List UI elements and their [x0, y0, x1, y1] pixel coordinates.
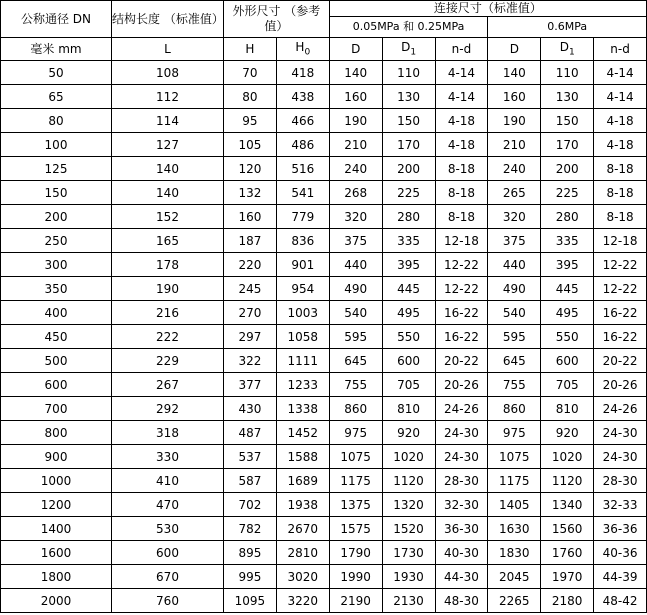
- cell-d1-low: 920: [382, 421, 435, 445]
- cell-d-low: 2190: [329, 589, 382, 613]
- cell-dn: 200: [1, 205, 112, 229]
- cell-d1-low: 335: [382, 229, 435, 253]
- cell-dn: 800: [1, 421, 112, 445]
- cell-dn: 65: [1, 85, 112, 109]
- cell-d1-high: 1760: [541, 541, 594, 565]
- table-row: [1, 421, 647, 445]
- cell-nd-high: 4-14: [594, 61, 647, 85]
- cell-nd-low: 16-22: [435, 301, 488, 325]
- table-row: [1, 109, 647, 133]
- cell-d-low: 755: [329, 373, 382, 397]
- table-row: [1, 61, 647, 85]
- cell-nd-high: 36-36: [594, 517, 647, 541]
- table-row: [1, 253, 647, 277]
- cell-d1-low: 130: [382, 85, 435, 109]
- cell-d1-low: 705: [382, 373, 435, 397]
- cell-d-high: 375: [488, 229, 541, 253]
- cell-d-high: 265: [488, 181, 541, 205]
- cell-dn: 1800: [1, 565, 112, 589]
- table-row: [1, 397, 647, 421]
- cell-d-high: 755: [488, 373, 541, 397]
- cell-d-low: 160: [329, 85, 382, 109]
- cell-l: 318: [112, 421, 224, 445]
- cell-d1-low: 445: [382, 277, 435, 301]
- cell-d-low: 1375: [329, 493, 382, 517]
- cell-l: 190: [112, 277, 224, 301]
- cell-h: 702: [224, 493, 277, 517]
- cell-d-low: 490: [329, 277, 382, 301]
- cell-h0: 1003: [276, 301, 329, 325]
- cell-d1-high: 2180: [541, 589, 594, 613]
- cell-d-high: 1405: [488, 493, 541, 517]
- cell-nd-high: 44-39: [594, 565, 647, 589]
- cell-dn: 50: [1, 61, 112, 85]
- cell-d-high: 1630: [488, 517, 541, 541]
- table-row: [1, 469, 647, 493]
- table-row: [1, 349, 647, 373]
- cell-d1-high: 150: [541, 109, 594, 133]
- cell-nd-low: 20-22: [435, 349, 488, 373]
- header-structure-length: 结构长度 （标准值）: [112, 1, 224, 38]
- cell-dn: 700: [1, 397, 112, 421]
- cell-h0: 2810: [276, 541, 329, 565]
- cell-l: 165: [112, 229, 224, 253]
- cell-d1-high: 225: [541, 181, 594, 205]
- cell-d1-high: 1970: [541, 565, 594, 589]
- header-unit-d1-high-sub: 1: [568, 47, 575, 58]
- cell-nd-high: 12-18: [594, 229, 647, 253]
- cell-h0: 954: [276, 277, 329, 301]
- header-unit-d1-low: [382, 38, 435, 61]
- cell-dn: 400: [1, 301, 112, 325]
- cell-h0: 1233: [276, 373, 329, 397]
- cell-h0: 438: [276, 85, 329, 109]
- cell-nd-low: 40-30: [435, 541, 488, 565]
- cell-d-high: 240: [488, 157, 541, 181]
- cell-dn: 600: [1, 373, 112, 397]
- cell-d-low: 440: [329, 253, 382, 277]
- cell-d-low: 1790: [329, 541, 382, 565]
- header-row-groups: [1, 1, 647, 17]
- cell-l: 292: [112, 397, 224, 421]
- cell-l: 267: [112, 373, 224, 397]
- cell-nd-high: 40-36: [594, 541, 647, 565]
- table-row: [1, 541, 647, 565]
- cell-nd-low: 24-26: [435, 397, 488, 421]
- cell-d1-high: 445: [541, 277, 594, 301]
- table-row: [1, 85, 647, 109]
- cell-h0: 1111: [276, 349, 329, 373]
- cell-d-high: 2265: [488, 589, 541, 613]
- cell-d1-low: 495: [382, 301, 435, 325]
- cell-h0: 541: [276, 181, 329, 205]
- cell-nd-high: 16-22: [594, 301, 647, 325]
- cell-d1-low: 1520: [382, 517, 435, 541]
- cell-h0: 836: [276, 229, 329, 253]
- cell-dn: 1600: [1, 541, 112, 565]
- cell-h0: 3020: [276, 565, 329, 589]
- cell-h: 297: [224, 325, 277, 349]
- cell-d-high: 210: [488, 133, 541, 157]
- header-unit-h0-sub: 0: [304, 47, 311, 58]
- cell-d1-low: 170: [382, 133, 435, 157]
- table-header: [1, 1, 647, 61]
- cell-dn: 900: [1, 445, 112, 469]
- cell-d1-low: 225: [382, 181, 435, 205]
- header-unit-d-high: D: [488, 38, 541, 61]
- header-unit-mm: 毫米 mm: [1, 38, 112, 61]
- cell-nd-low: 32-30: [435, 493, 488, 517]
- cell-nd-low: 8-18: [435, 205, 488, 229]
- cell-nd-low: 8-18: [435, 157, 488, 181]
- cell-h0: 1938: [276, 493, 329, 517]
- cell-d1-high: 600: [541, 349, 594, 373]
- cell-nd-low: 24-30: [435, 445, 488, 469]
- cell-dn: 300: [1, 253, 112, 277]
- cell-d-high: 160: [488, 85, 541, 109]
- cell-d1-high: 705: [541, 373, 594, 397]
- cell-h0: 1338: [276, 397, 329, 421]
- cell-d1-high: 1120: [541, 469, 594, 493]
- cell-dn: 100: [1, 133, 112, 157]
- cell-d1-low: 395: [382, 253, 435, 277]
- cell-h: 782: [224, 517, 277, 541]
- cell-d1-high: 1560: [541, 517, 594, 541]
- cell-l: 152: [112, 205, 224, 229]
- header-unit-nd-low: n-d: [435, 38, 488, 61]
- cell-l: 140: [112, 181, 224, 205]
- cell-d-high: 140: [488, 61, 541, 85]
- cell-h: 377: [224, 373, 277, 397]
- cell-h0: 466: [276, 109, 329, 133]
- cell-d1-low: 550: [382, 325, 435, 349]
- cell-dn: 1000: [1, 469, 112, 493]
- cell-d1-high: 130: [541, 85, 594, 109]
- cell-d-low: 240: [329, 157, 382, 181]
- cell-d-low: 268: [329, 181, 382, 205]
- cell-dn: 1200: [1, 493, 112, 517]
- cell-d1-low: 150: [382, 109, 435, 133]
- cell-nd-low: 48-30: [435, 589, 488, 613]
- cell-d-high: 860: [488, 397, 541, 421]
- cell-nd-low: 44-30: [435, 565, 488, 589]
- header-unit-h: H: [224, 38, 277, 61]
- cell-nd-high: 28-30: [594, 469, 647, 493]
- cell-h: 895: [224, 541, 277, 565]
- cell-nd-high: 12-22: [594, 253, 647, 277]
- cell-h0: 486: [276, 133, 329, 157]
- cell-h: 587: [224, 469, 277, 493]
- cell-d-high: 490: [488, 277, 541, 301]
- table-row: [1, 373, 647, 397]
- cell-nd-high: 32-33: [594, 493, 647, 517]
- cell-d1-low: 2130: [382, 589, 435, 613]
- cell-nd-high: 24-26: [594, 397, 647, 421]
- cell-nd-high: 20-22: [594, 349, 647, 373]
- cell-nd-high: 8-18: [594, 181, 647, 205]
- cell-nd-high: 12-22: [594, 277, 647, 301]
- cell-d-high: 2045: [488, 565, 541, 589]
- cell-l: 108: [112, 61, 224, 85]
- cell-d1-low: 200: [382, 157, 435, 181]
- cell-h: 270: [224, 301, 277, 325]
- cell-nd-low: 16-22: [435, 325, 488, 349]
- cell-nd-low: 36-30: [435, 517, 488, 541]
- cell-d-high: 645: [488, 349, 541, 373]
- cell-nd-low: 24-30: [435, 421, 488, 445]
- table-row: [1, 229, 647, 253]
- header-unit-d1-high: [541, 38, 594, 61]
- cell-h: 187: [224, 229, 277, 253]
- cell-h: 132: [224, 181, 277, 205]
- cell-nd-low: 20-26: [435, 373, 488, 397]
- table-row: [1, 133, 647, 157]
- table-body: [1, 61, 647, 613]
- cell-h0: 1452: [276, 421, 329, 445]
- cell-h0: 1689: [276, 469, 329, 493]
- cell-d1-low: 1320: [382, 493, 435, 517]
- cell-h0: 901: [276, 253, 329, 277]
- cell-l: 178: [112, 253, 224, 277]
- cell-d1-high: 395: [541, 253, 594, 277]
- cell-dn: 500: [1, 349, 112, 373]
- cell-d-high: 975: [488, 421, 541, 445]
- cell-d-high: 540: [488, 301, 541, 325]
- cell-nd-low: 4-18: [435, 133, 488, 157]
- cell-d1-high: 1020: [541, 445, 594, 469]
- header-pressure-band-low: 0.05MPa 和 0.25MPa: [329, 17, 488, 38]
- cell-l: 222: [112, 325, 224, 349]
- cell-d-low: 975: [329, 421, 382, 445]
- cell-d1-high: 1340: [541, 493, 594, 517]
- cell-d-low: 1575: [329, 517, 382, 541]
- cell-dn: 2000: [1, 589, 112, 613]
- cell-nd-high: 8-18: [594, 205, 647, 229]
- header-connection-size: 连接尺寸（标准值）: [329, 1, 646, 17]
- cell-dn: 450: [1, 325, 112, 349]
- cell-d1-low: 1930: [382, 565, 435, 589]
- cell-h: 322: [224, 349, 277, 373]
- header-unit-d-low: D: [329, 38, 382, 61]
- cell-d1-high: 170: [541, 133, 594, 157]
- cell-dn: 80: [1, 109, 112, 133]
- cell-d1-high: 335: [541, 229, 594, 253]
- cell-l: 330: [112, 445, 224, 469]
- cell-h0: 1588: [276, 445, 329, 469]
- table-row: [1, 565, 647, 589]
- cell-d1-low: 280: [382, 205, 435, 229]
- table-row: [1, 493, 647, 517]
- cell-dn: 250: [1, 229, 112, 253]
- cell-d-high: 320: [488, 205, 541, 229]
- table-row: [1, 301, 647, 325]
- cell-h0: 779: [276, 205, 329, 229]
- cell-nd-high: 4-18: [594, 109, 647, 133]
- cell-d-high: 595: [488, 325, 541, 349]
- cell-d1-high: 200: [541, 157, 594, 181]
- cell-dn: 350: [1, 277, 112, 301]
- cell-h0: 1058: [276, 325, 329, 349]
- cell-d-high: 1075: [488, 445, 541, 469]
- cell-d1-high: 550: [541, 325, 594, 349]
- cell-d-high: 1175: [488, 469, 541, 493]
- cell-d1-low: 110: [382, 61, 435, 85]
- cell-d1-low: 810: [382, 397, 435, 421]
- cell-h0: 516: [276, 157, 329, 181]
- cell-l: 600: [112, 541, 224, 565]
- cell-l: 216: [112, 301, 224, 325]
- cell-d-low: 860: [329, 397, 382, 421]
- header-pressure-band-high: 0.6MPa: [488, 17, 647, 38]
- cell-nd-high: 8-18: [594, 157, 647, 181]
- cell-d-low: 1175: [329, 469, 382, 493]
- cell-nd-low: 12-22: [435, 277, 488, 301]
- cell-d1-high: 110: [541, 61, 594, 85]
- table-row: [1, 205, 647, 229]
- cell-d-low: 140: [329, 61, 382, 85]
- cell-nd-low: 12-18: [435, 229, 488, 253]
- cell-d-high: 1830: [488, 541, 541, 565]
- table-row: [1, 325, 647, 349]
- cell-l: 760: [112, 589, 224, 613]
- cell-d1-low: 600: [382, 349, 435, 373]
- header-unit-d1-low-main: D: [401, 39, 411, 54]
- cell-h: 70: [224, 61, 277, 85]
- cell-d-high: 190: [488, 109, 541, 133]
- cell-d-low: 375: [329, 229, 382, 253]
- cell-nd-low: 4-14: [435, 85, 488, 109]
- cell-h0: 2670: [276, 517, 329, 541]
- cell-h: 95: [224, 109, 277, 133]
- cell-d1-low: 1730: [382, 541, 435, 565]
- table-row: [1, 589, 647, 613]
- cell-d1-low: 1020: [382, 445, 435, 469]
- cell-nd-high: 16-22: [594, 325, 647, 349]
- cell-d-low: 645: [329, 349, 382, 373]
- cell-d-low: 1075: [329, 445, 382, 469]
- cell-h: 120: [224, 157, 277, 181]
- cell-dn: 125: [1, 157, 112, 181]
- cell-d-low: 1990: [329, 565, 382, 589]
- cell-nd-high: 24-30: [594, 421, 647, 445]
- cell-h: 537: [224, 445, 277, 469]
- cell-l: 530: [112, 517, 224, 541]
- cell-d-low: 210: [329, 133, 382, 157]
- cell-nd-high: 48-42: [594, 589, 647, 613]
- header-nominal-diameter: 公称通径 DN: [1, 1, 112, 38]
- cell-h: 245: [224, 277, 277, 301]
- cell-l: 114: [112, 109, 224, 133]
- cell-dn: 150: [1, 181, 112, 205]
- header-row-units: [1, 38, 647, 61]
- cell-d-low: 595: [329, 325, 382, 349]
- cell-h: 105: [224, 133, 277, 157]
- cell-l: 140: [112, 157, 224, 181]
- header-unit-d1-low-sub: 1: [410, 47, 417, 58]
- table-row: [1, 157, 647, 181]
- cell-h0: 418: [276, 61, 329, 85]
- cell-nd-low: 12-22: [435, 253, 488, 277]
- cell-nd-low: 8-18: [435, 181, 488, 205]
- table-row: [1, 181, 647, 205]
- cell-d1-high: 495: [541, 301, 594, 325]
- cell-nd-high: 20-26: [594, 373, 647, 397]
- cell-d-low: 190: [329, 109, 382, 133]
- cell-l: 229: [112, 349, 224, 373]
- cell-l: 112: [112, 85, 224, 109]
- cell-d1-high: 810: [541, 397, 594, 421]
- table-row: [1, 517, 647, 541]
- cell-h: 487: [224, 421, 277, 445]
- header-unit-nd-high: n-d: [594, 38, 647, 61]
- table-row: [1, 445, 647, 469]
- header-outline-size: 外形尺寸 （参考值）: [224, 1, 330, 38]
- cell-nd-low: 4-18: [435, 109, 488, 133]
- cell-h: 995: [224, 565, 277, 589]
- cell-dn: 1400: [1, 517, 112, 541]
- header-unit-d1-high-main: D: [559, 39, 569, 54]
- cell-d1-high: 280: [541, 205, 594, 229]
- cell-h: 220: [224, 253, 277, 277]
- header-unit-l: L: [112, 38, 224, 61]
- cell-d-high: 440: [488, 253, 541, 277]
- cell-h: 1095: [224, 589, 277, 613]
- cell-h: 430: [224, 397, 277, 421]
- cell-h0: 3220: [276, 589, 329, 613]
- cell-nd-high: 4-18: [594, 133, 647, 157]
- cell-h: 80: [224, 85, 277, 109]
- cell-l: 470: [112, 493, 224, 517]
- cell-nd-low: 28-30: [435, 469, 488, 493]
- cell-d-low: 320: [329, 205, 382, 229]
- table-row: [1, 277, 647, 301]
- cell-d1-high: 920: [541, 421, 594, 445]
- header-unit-h0-main: H: [295, 39, 305, 54]
- cell-l: 670: [112, 565, 224, 589]
- cell-nd-high: 24-30: [594, 445, 647, 469]
- cell-nd-high: 4-14: [594, 85, 647, 109]
- cell-d-low: 540: [329, 301, 382, 325]
- cell-l: 410: [112, 469, 224, 493]
- cell-l: 127: [112, 133, 224, 157]
- header-unit-h0: [276, 38, 329, 61]
- cell-d1-low: 1120: [382, 469, 435, 493]
- cell-nd-low: 4-14: [435, 61, 488, 85]
- cell-h: 160: [224, 205, 277, 229]
